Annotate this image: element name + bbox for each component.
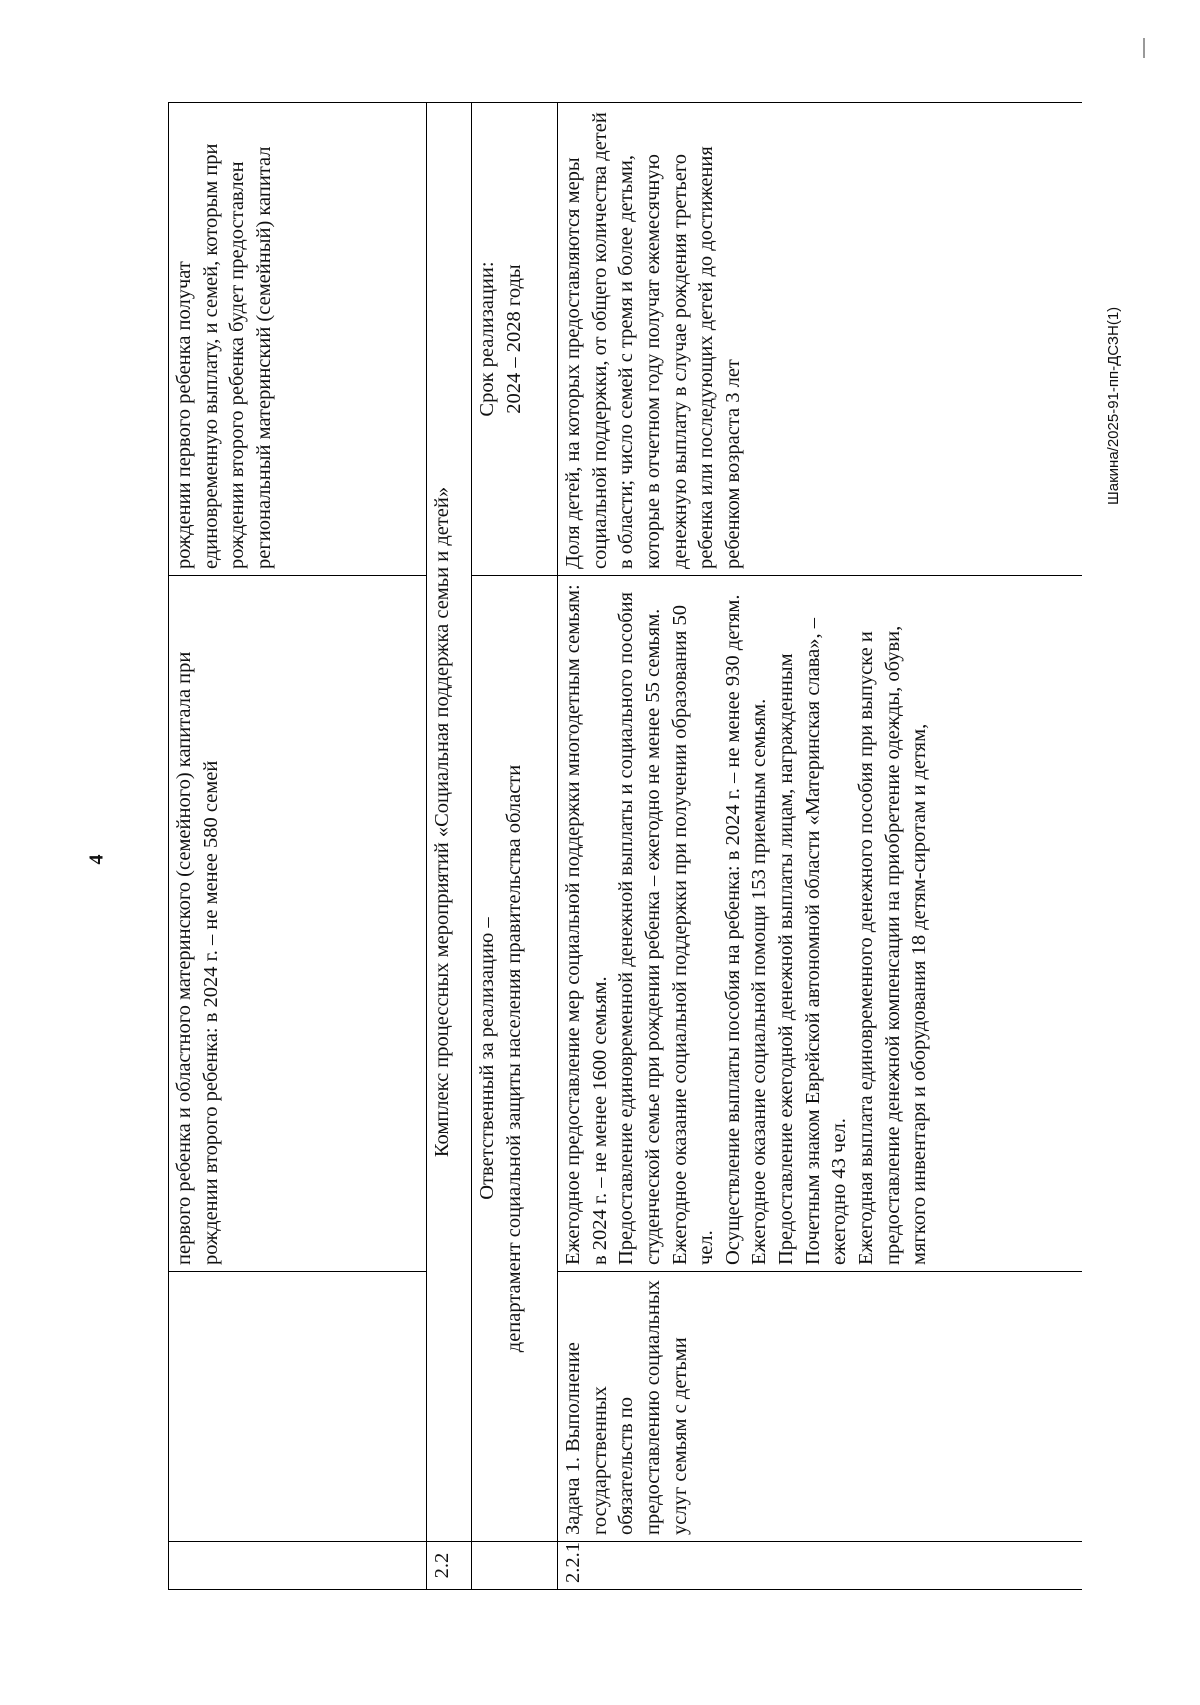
continuation-indicator-cell: рождении первого ребенка получат единовременную выплату, и семей, которым при рождении второго ребенка будет предоставлен региональный материнский (семейный) капитал (169, 103, 427, 576)
page-number: 4 (85, 854, 108, 865)
section-row (427, 103, 472, 1590)
term-label: Срок реализации: (476, 261, 498, 417)
task-result-line: Ежегодное оказание социальной поддержки при получении образования 50 чел. (668, 604, 718, 1265)
responsible-cell (472, 576, 558, 1542)
task-result-line: Предоставление единовременной денежной выплаты и социального пособия студенческой семье при рождении ребенка – ежегодно не менее 55 семьям. (615, 591, 664, 1265)
term-cell (472, 103, 558, 576)
task-row (558, 103, 1083, 1590)
responsible-name: департамент социальной защиты населения правительства области (502, 764, 525, 1353)
term-value: 2024 – 2028 годы (502, 264, 525, 414)
responsible-label: Ответственный за реализацию – (476, 917, 498, 1200)
task-result-line: Осуществление выплаты пособия на ребенка: в 2024 г. – не менее 930 детям. (721, 594, 744, 1265)
responsible-row (472, 103, 558, 1590)
task-indicator: Доля детей, на которых предоставляются меры социальной поддержки, от общего количества детей в области; число семей с тремя и более детьми, которые в отчетном году получат ежемесячную денежную выплату в случае рождения третьего ребенка или последующих детей до достижения ребенком возраста 3 лет (558, 103, 1083, 576)
task-name: Задача 1. Выполнение государственных обязательств по предоставлению социальных услуг семьям с детьми (558, 1272, 1083, 1542)
section-number: 2.2 (427, 1542, 472, 1590)
program-table (168, 102, 1082, 1590)
task-result-line: Ежегодное предоставление мер социальной поддержки многодетным семьям: в 2024 г. – не менее 1600 семьям. (562, 584, 611, 1265)
task-result-line: Ежегодное оказание социальной помощи 153 приемным семьям. (748, 698, 771, 1265)
task-number: 2.2.1 (558, 1542, 1083, 1590)
section-title: Комплекс процессных мероприятий «Социальная поддержка семьи и детей» (427, 103, 472, 1542)
continuation-number-cell (169, 1542, 427, 1590)
task-results-cell (558, 576, 1083, 1272)
responsible-number-cell (472, 1542, 558, 1590)
rotated-table-wrapper (168, 103, 1082, 1590)
footer-code-text: Шакина/2025-91-пп-ДСЗН(1) (1105, 306, 1122, 505)
task-result-line: Ежегодная выплата единовременного денежного пособия при выпуске и предоставление денежной компенсации на приобретение одежды, обуви, мягкого инвентаря и оборудования 18 детям-сиротам и детям, (855, 625, 931, 1265)
continuation-row (169, 103, 427, 1590)
continuation-result-cell: первого ребенка и областного материнского (семейного) капитала при рождении второго ребенка: в 2024 г. – не менее 580 семей (169, 576, 427, 1272)
scan-edge-mark (1143, 38, 1145, 58)
task-result-line: Предоставление ежегодной денежной выплаты лицам, награжденным Почетным знаком Еврейской автономной области «Материнская слава», – ежегодно 43 чел. (775, 617, 851, 1265)
continuation-task-cell (169, 1272, 427, 1542)
